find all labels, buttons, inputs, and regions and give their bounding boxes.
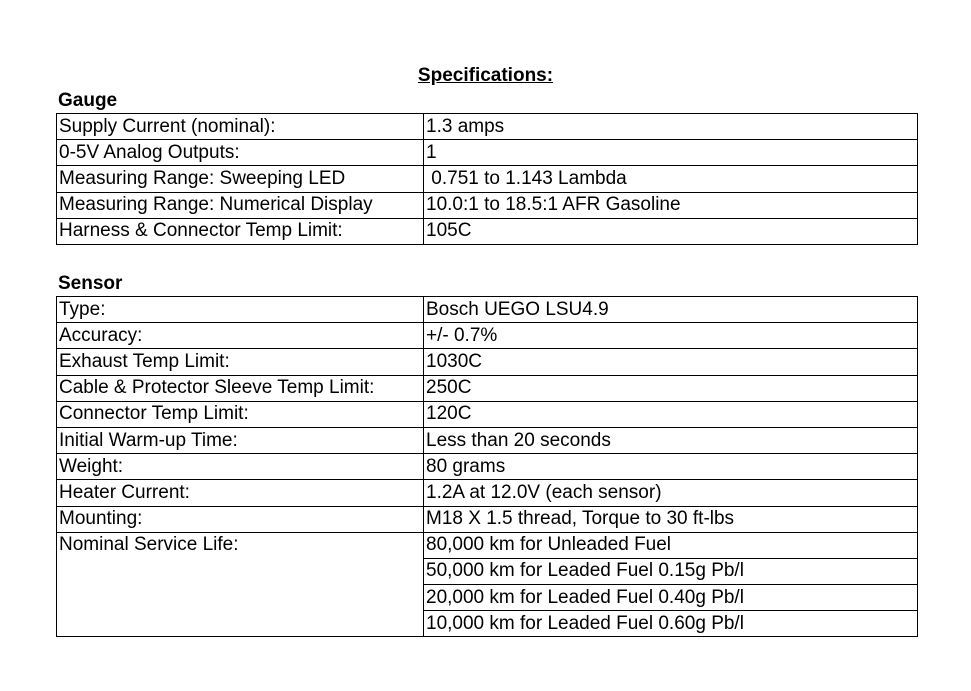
spec-value: 1 [424,140,918,166]
spec-label: Supply Current (nominal): [57,114,424,140]
spec-label: Initial Warm-up Time: [57,427,424,453]
table-row [57,349,918,375]
gauge-spec-table [56,113,918,245]
table-row [57,323,918,349]
gauge-section-heading: Gauge [58,90,118,111]
spec-label: Connector Temp Limit: [57,401,424,427]
spec-value: Less than 20 seconds [424,427,918,453]
spec-label: Mounting: [57,506,424,532]
spec-label: Measuring Range: Numerical Display [57,192,424,218]
table-row [57,375,918,401]
table-row [57,532,918,558]
spec-label: 0-5V Analog Outputs: [57,140,424,166]
service-life-value: 80,000 km for Unleaded Fuel [424,532,918,558]
table-row [57,114,918,140]
table-row [57,427,918,453]
service-life-label: Nominal Service Life: [57,532,424,637]
spec-value: 1.2A at 12.0V (each sensor) [424,480,918,506]
spec-value: 250C [424,375,918,401]
table-row [57,192,918,218]
spec-label: Harness & Connector Temp Limit: [57,218,424,244]
spec-value: 1.3 amps [424,114,918,140]
service-life-value: 50,000 km for Leaded Fuel 0.15g Pb/l [424,558,918,584]
spec-label: Weight: [57,454,424,480]
table-row [57,401,918,427]
service-life-value: 20,000 km for Leaded Fuel 0.40g Pb/l [424,585,918,611]
spec-label: Accuracy: [57,323,424,349]
spec-label: Heater Current: [57,480,424,506]
spec-value: 120C [424,401,918,427]
spec-value: 105C [424,218,918,244]
spec-label: Type: [57,297,424,323]
spec-value: 1030C [424,349,918,375]
spec-value: 10.0:1 to 18.5:1 AFR Gasoline [424,192,918,218]
spec-label: Exhaust Temp Limit: [57,349,424,375]
spec-value: 0.751 to 1.143 Lambda [424,166,918,192]
service-life-value: 10,000 km for Leaded Fuel 0.60g Pb/l [424,611,918,637]
spec-label: Cable & Protector Sleeve Temp Limit: [57,375,424,401]
table-row [57,140,918,166]
document-title: Specifications: [417,65,554,86]
table-row [57,297,918,323]
table-row [57,480,918,506]
table-row [57,166,918,192]
spec-value: +/- 0.7% [424,323,918,349]
table-row [57,454,918,480]
sensor-spec-table [56,296,918,637]
table-row [57,218,918,244]
spec-value: 80 grams [424,454,918,480]
spec-value: Bosch UEGO LSU4.9 [424,297,918,323]
spec-label: Measuring Range: Sweeping LED [57,166,424,192]
table-row [57,506,918,532]
spec-value: M18 X 1.5 thread, Torque to 30 ft-lbs [424,506,918,532]
sensor-section-heading: Sensor [58,273,123,294]
